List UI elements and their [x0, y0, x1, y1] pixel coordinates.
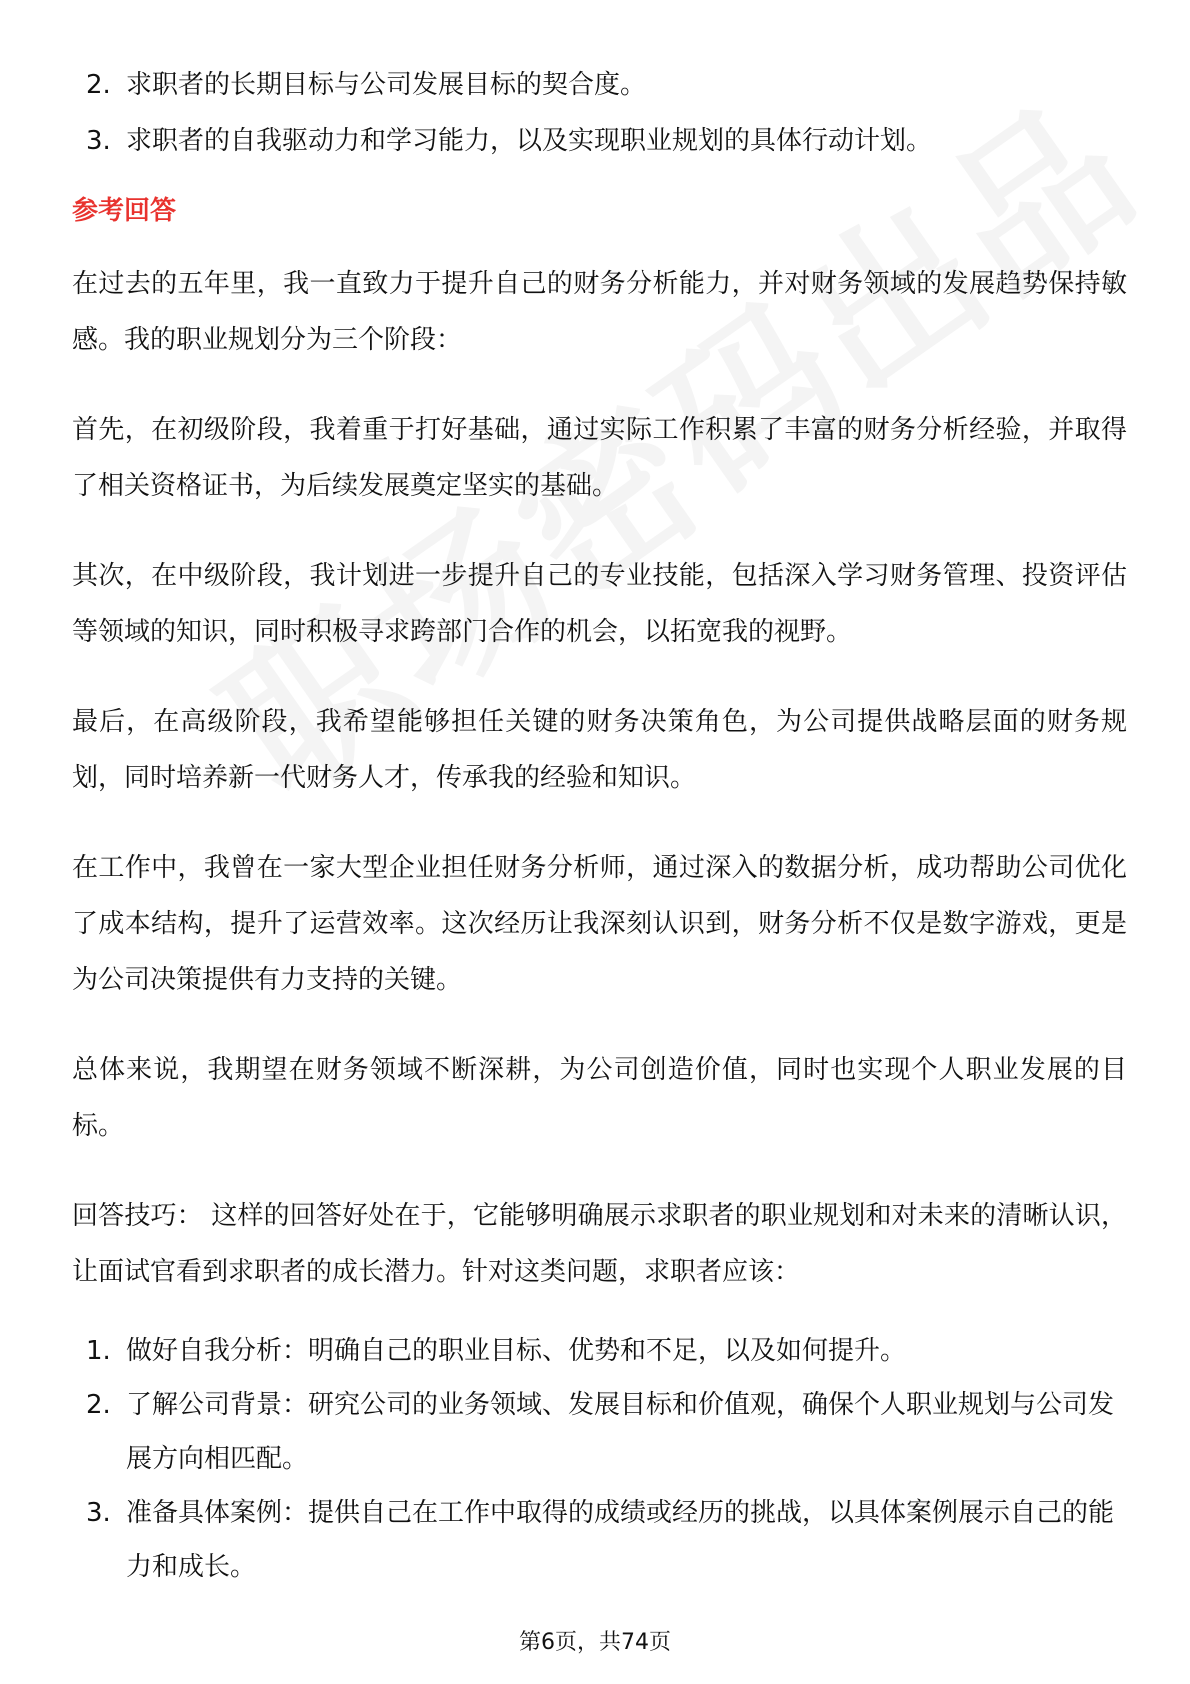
paragraph: 最后，在高级阶段，我希望能够担任关键的财务决策角色，为公司提供战略层面的财务规划，同时培养新一代财务人才，传承我的经验和知识。 — [72, 707, 1127, 793]
list-text: 做好自我分析：明确自己的职业目标、优势和不足，以及如何提升。 — [126, 1336, 907, 1366]
list-number: 3. — [86, 126, 111, 156]
paragraph: 首先，在初级阶段，我着重于打好基础，通过实际工作积累了丰富的财务分析经验，并取得了相关资格证书，为后续发展奠定坚实的基础。 — [72, 415, 1127, 501]
section-title: 参考回答 — [72, 196, 177, 226]
top-numbered-list — [72, 58, 1127, 168]
page-content — [72, 58, 1127, 1594]
list-number: 1. — [86, 1336, 111, 1366]
list-number: 2. — [86, 70, 111, 100]
list-text: 求职者的长期目标与公司发展目标的契合度。 — [126, 70, 647, 100]
list-text: 准备具体案例：提供自己在工作中取得的成绩或经历的挑战，以具体案例展示自己的能力和成长。 — [126, 1498, 1115, 1582]
list-text: 了解公司背景：研究公司的业务领域、发展目标和价值观，确保个人职业规划与公司发展方向相匹配。 — [126, 1390, 1115, 1474]
paragraph: 回答技巧： 这样的回答好处在于，它能够明确展示求职者的职业规划和对未来的清晰认识，让面试官看到求职者的成长潜力。针对这类问题，求职者应该： — [72, 1201, 1127, 1287]
bottom-numbered-list — [72, 1324, 1127, 1594]
list-item — [72, 1324, 1127, 1378]
paragraph: 在过去的五年里，我一直致力于提升自己的财务分析能力，并对财务领域的发展趋势保持敏感。我的职业规划分为三个阶段： — [72, 269, 1127, 355]
list-number: 2. — [86, 1390, 111, 1420]
list-item — [72, 1378, 1127, 1486]
list-item — [72, 58, 1127, 112]
list-item — [72, 1486, 1127, 1594]
list-item — [72, 114, 1127, 168]
paragraph: 总体来说，我期望在财务领域不断深耕，为公司创造价值，同时也实现个人职业发展的目标。 — [72, 1055, 1127, 1141]
list-number: 3. — [86, 1498, 111, 1528]
list-text: 求职者的自我驱动力和学习能力，以及实现职业规划的具体行动计划。 — [126, 126, 933, 156]
paragraph: 在工作中，我曾在一家大型企业担任财务分析师，通过深入的数据分析，成功帮助公司优化了成本结构，提升了运营效率。这次经历让我深刻认识到，财务分析不仅是数字游戏，更是为公司决策提供有力支持的关键。 — [72, 853, 1127, 995]
page-footer: 第6页，共74页 — [519, 1630, 671, 1655]
paragraph: 其次，在中级阶段，我计划进一步提升自己的专业技能，包括深入学习财务管理、投资评估等领域的知识，同时积极寻求跨部门合作的机会，以拓宽我的视野。 — [72, 561, 1127, 647]
